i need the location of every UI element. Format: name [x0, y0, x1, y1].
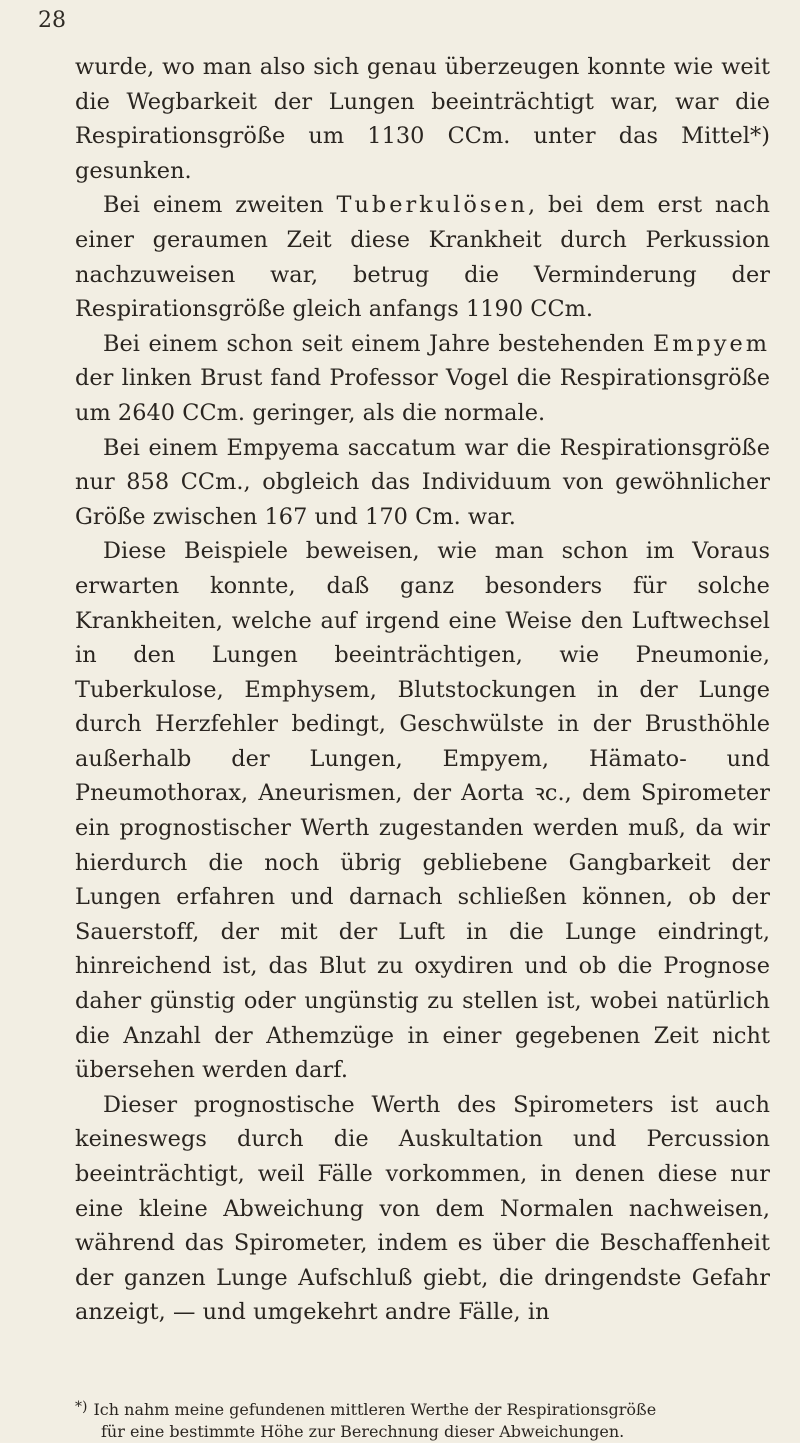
paragraph-2 [75, 188, 770, 326]
paragraph-2-rest: , bei dem erst nach einer geraumen Zeit diese Krankheit durch Perkussion nachzuweisen war, betrug die Verminderung der Respirationsgröße gleich anfangs 1190 CCm. [75, 192, 770, 323]
paragraph-6: Dieser prognostische Werth des Spirometers ist auch keineswegs durch die Auskultation und Percussion beeinträchtigt, weil Fälle vorkommen, in denen diese nur eine kleine Abweichung von dem Normalen nachweisen, während das Spirometer, indem es über die Beschaffenheit der ganzen Lunge Aufschluß giebt, die dringendste Gefahr anzeigt, — und umgekehrt andre Fälle, in [75, 1091, 770, 1326]
page-number: 28 [38, 8, 66, 33]
footnote-line-2: für eine bestimmte Höhe zur Berechnung dieser Abweichungen. [101, 1422, 625, 1441]
paragraph-3-rest: der linken Brust fand Professor Vogel die Respirationsgröße um 2640 CCm. geringer, als die normale. [75, 365, 770, 426]
paragraph-3 [75, 327, 770, 431]
body-text [75, 50, 770, 1330]
emphasis-empyem: Empyem [652, 330, 770, 357]
paragraph-5: Diese Beispiele beweisen, wie man schon im Voraus erwarten konnte, daß ganz besonders für solche Krankheiten, welche auf irgend eine Weise den Luftwechsel in den Lungen beeinträchtigen, wie Pneumonie, Tuberkulose, Emphysem, Blutstockungen in der Lunge durch Herzfehler bedingt, Geschwülste in der Brusthöhle außerhalb der Lungen, Empyem, Hämato- und Pneumothorax, Aneurismen, der Aorta ꝛc., dem Spirometer ein prognostischer Werth zugestanden werden muß, da wir hierdurch die noch übrig gebliebene Gangbarkeit der Lungen erfahren und darnach schließen können, ob der Sauerstoff, der mit der Luft in die Lunge eindringt, hinreichend ist, das Blut zu oxydiren und ob die Prognose daher günstig oder ungünstig zu stellen ist, wobei natürlich die Anzahl der Athemzüge in einer gegebenen Zeit nicht übersehen werden darf. [75, 538, 770, 1084]
paragraph-3-lead: Bei einem schon seit einem Jahre bestehenden [103, 330, 653, 357]
paragraph-2-lead: Bei einem zweiten [103, 192, 337, 219]
paragraph-4: Bei einem Empyema saccatum war die Respirationsgröße nur 858 CCm., obgleich das Individuum von gewöhnlicher Größe zwischen 167 und 170 Cm. war. [75, 434, 770, 530]
footnote [75, 1396, 770, 1443]
footnote-line-1: Ich nahm meine gefundenen mittleren Werthe der Respirationsgröße [93, 1400, 657, 1419]
emphasis-tuberkuloesen: Tuberkulösen [336, 192, 528, 219]
paragraph-1: wurde, wo man also sich genau überzeugen konnte wie weit die Wegbarkeit der Lungen beeinträchtigt war, war die Respirationsgröße um 1130 CCm. unter das Mittel*) gesunken. [75, 54, 770, 184]
footnote-marker: *) [75, 1399, 88, 1415]
